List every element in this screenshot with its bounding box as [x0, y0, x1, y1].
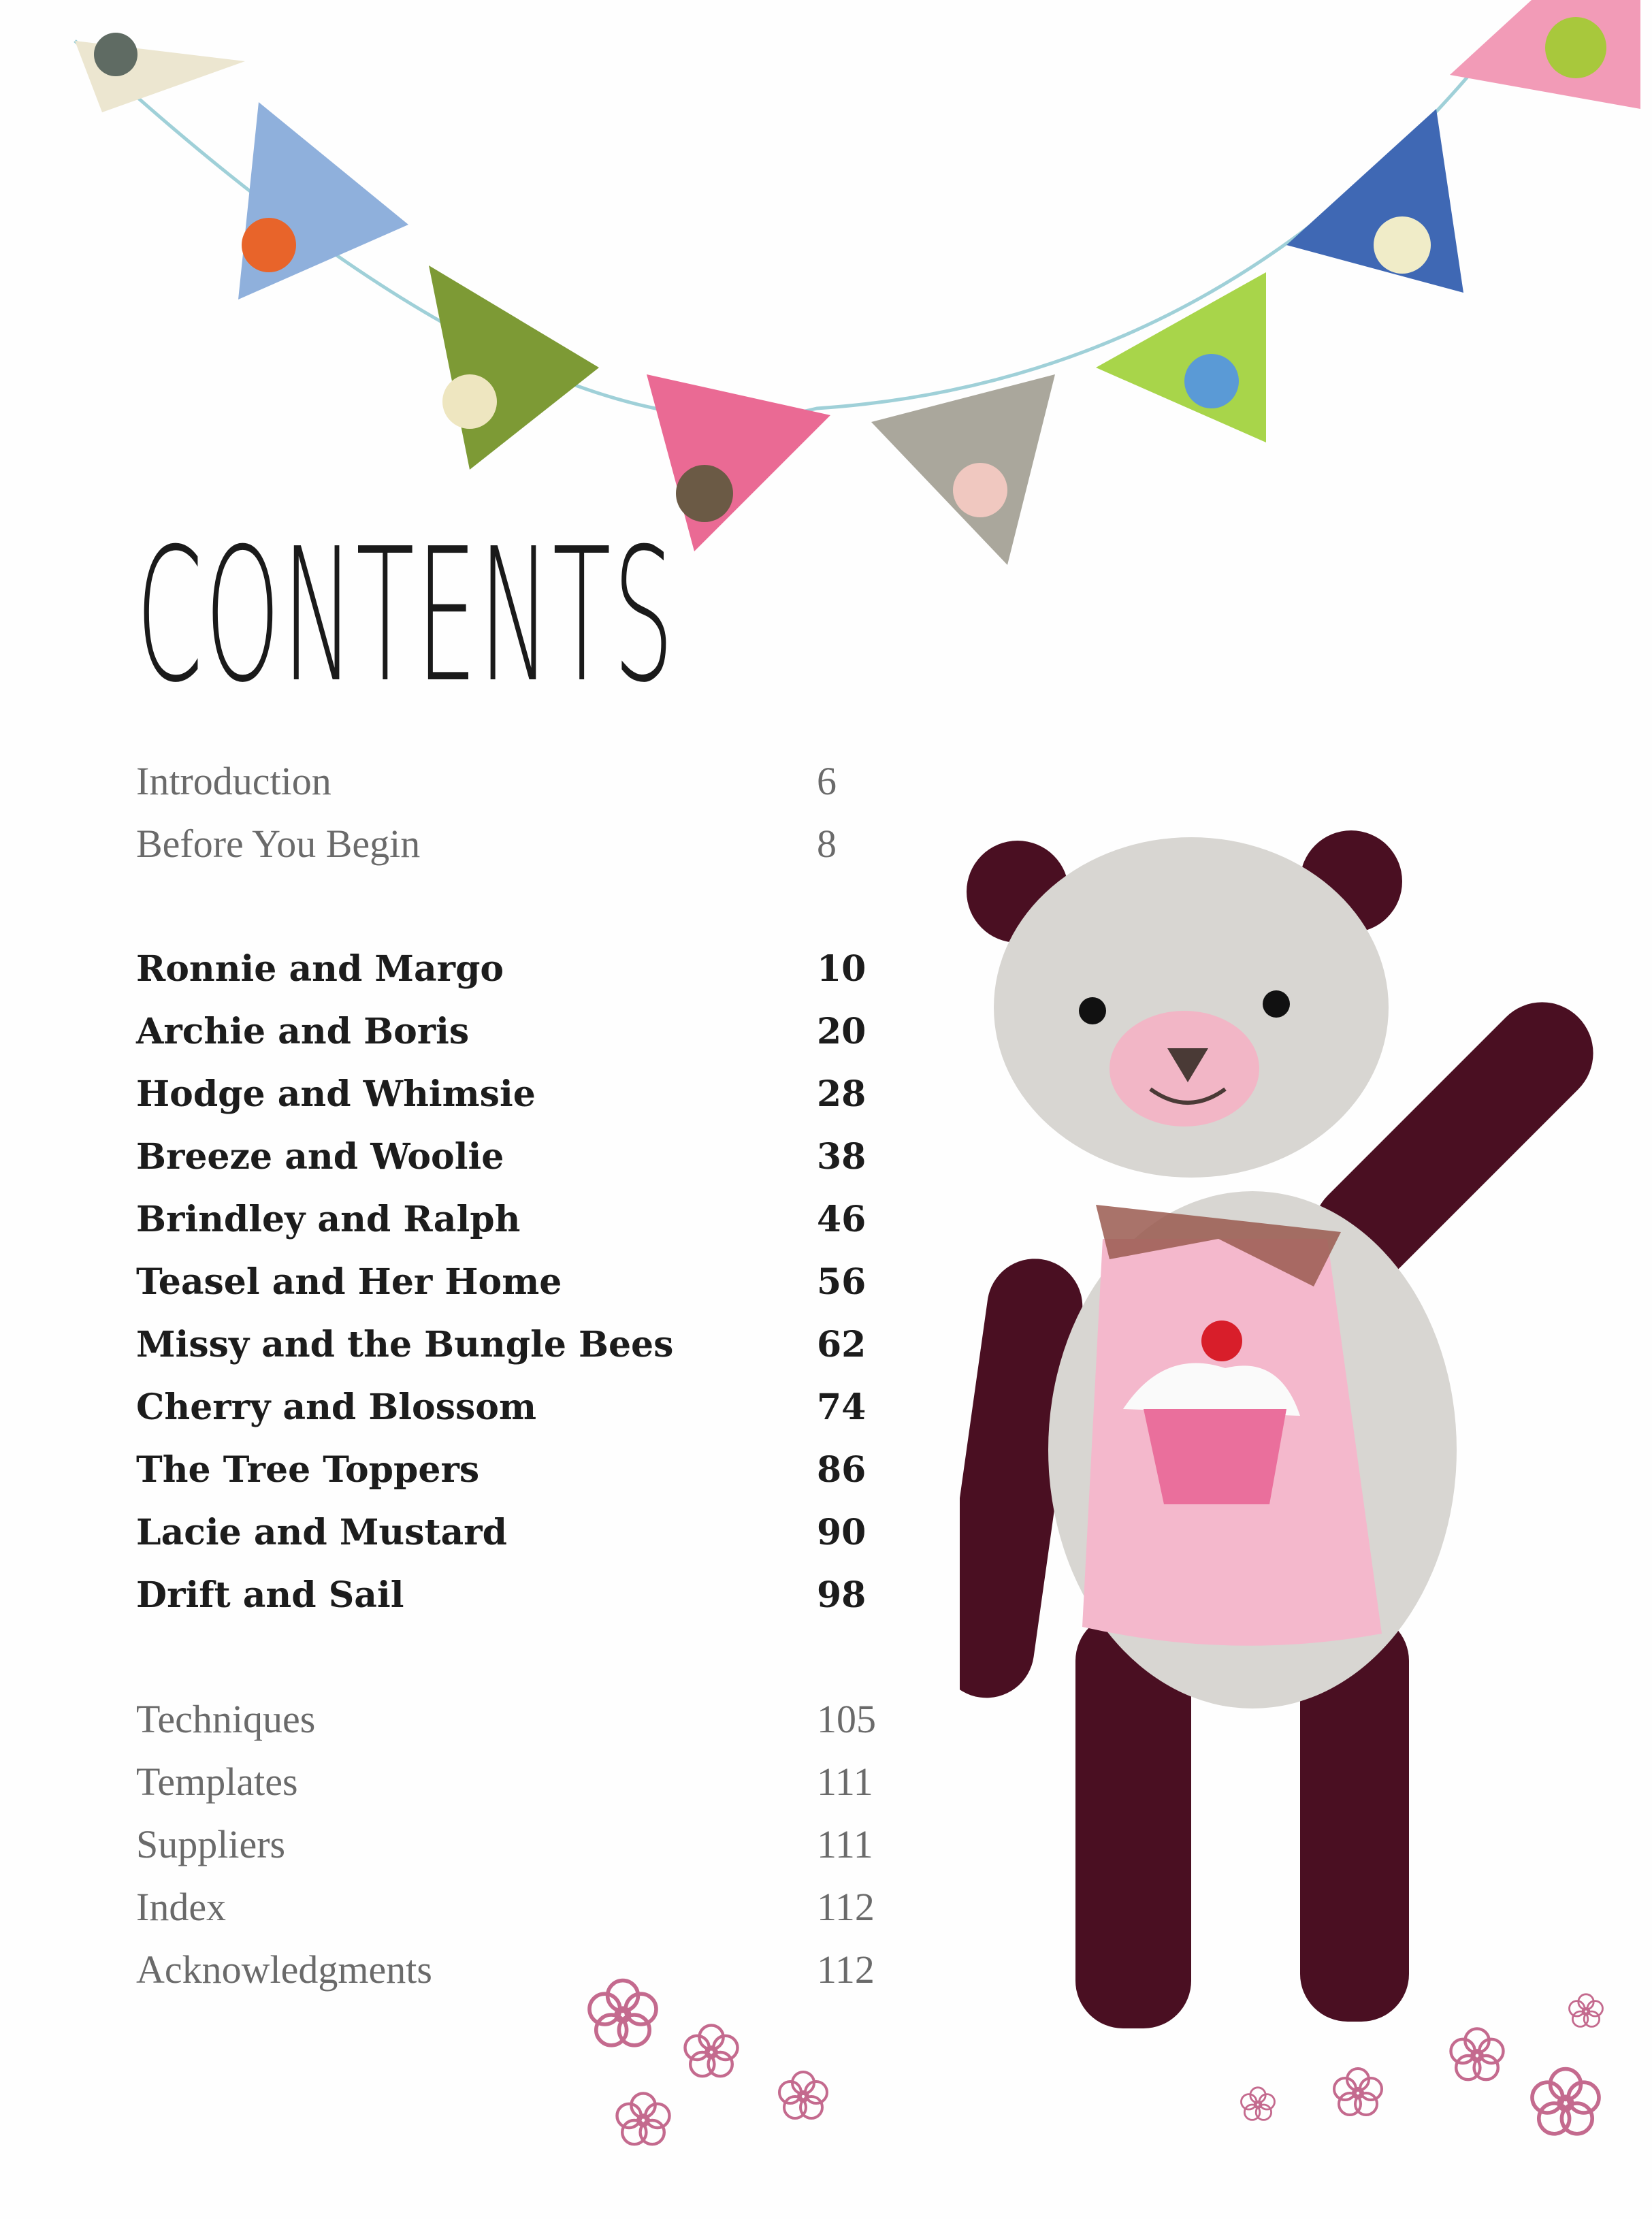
toc-page: 111 [817, 1760, 873, 1804]
toc-page: 46 [817, 1199, 867, 1240]
toc-page: 8 [817, 822, 837, 866]
toc-page: 112 [817, 1947, 875, 1992]
toc-page: 56 [817, 1261, 867, 1303]
toc-label: Missy and the Bungle Bees [136, 1324, 674, 1365]
page-title: CONTENTS [136, 508, 676, 723]
toc-page: 90 [817, 1512, 867, 1553]
flower-icon [1242, 2088, 1275, 2120]
toc-entry[interactable] [136, 1443, 898, 1497]
toc-label: Before You Begin [136, 822, 421, 866]
toc-page: 112 [817, 1885, 875, 1929]
toc-page: 105 [817, 1697, 876, 1741]
toc-page: 62 [817, 1324, 867, 1365]
toc-label: Lacie and Mustard [136, 1512, 507, 1553]
toc-page: 10 [817, 948, 867, 990]
toc-label: Techniques [136, 1697, 316, 1741]
toc-label: Breeze and Woolie [136, 1136, 504, 1178]
toc-label: Archie and Boris [136, 1011, 470, 1052]
toc-entry[interactable] [136, 942, 898, 997]
toc-page: 86 [817, 1449, 867, 1491]
toc-label: Index [136, 1885, 227, 1929]
toc-label: Ronnie and Margo [136, 948, 504, 990]
flower-icon [589, 1981, 656, 2045]
toc-entry[interactable] [136, 817, 898, 871]
flower-icon [1532, 2069, 1599, 2134]
toc-entry[interactable] [136, 1130, 898, 1184]
pennant-grey [871, 374, 1055, 565]
toc-entry[interactable] [136, 1255, 898, 1310]
toc-page: 111 [817, 1822, 873, 1866]
flower-icon [779, 2072, 827, 2118]
toc-label: Drift and Sail [136, 1574, 404, 1616]
toc-label: Hodge and Whimsie [136, 1073, 536, 1115]
toc-entry[interactable] [136, 1880, 898, 1934]
toc-label: Teasel and Her Home [136, 1261, 562, 1303]
flower-decorations [0, 1947, 1652, 2219]
pennant-blue [238, 102, 408, 299]
toc-entry[interactable] [136, 1193, 898, 1247]
pennant-green [429, 265, 599, 470]
toc-label: Brindley and Ralph [136, 1199, 521, 1240]
toc-entry[interactable] [136, 754, 898, 809]
toc-label: Acknowledgments [136, 1947, 432, 1992]
toc-entry[interactable] [136, 1755, 898, 1809]
crochet-bear-illustration [960, 824, 1640, 2062]
toc-entry[interactable] [136, 1067, 898, 1122]
pennant-light-pink [1450, 0, 1640, 109]
toc-page: 28 [817, 1073, 867, 1115]
pennant-cream [75, 33, 245, 112]
toc-entry[interactable] [136, 1568, 898, 1623]
toc-label: Suppliers [136, 1822, 286, 1866]
toc-label: Introduction [136, 759, 331, 803]
bunting-illustration [0, 0, 1652, 579]
toc-page: 74 [817, 1387, 867, 1428]
flower-icon [1451, 2028, 1504, 2079]
toc-page: 98 [817, 1574, 867, 1616]
toc-label: The Tree Toppers [136, 1449, 480, 1491]
toc-entry[interactable] [136, 1005, 898, 1059]
toc-label: Templates [136, 1760, 298, 1804]
toc-entry[interactable] [136, 1380, 898, 1435]
pennant-lime [1096, 272, 1266, 442]
toc-entry[interactable] [136, 1817, 898, 1872]
toc-entry[interactable] [136, 1318, 898, 1372]
flower-icon [617, 2093, 670, 2144]
toc-page: 6 [817, 759, 837, 803]
toc-entry[interactable] [136, 1692, 898, 1747]
flower-icon [1570, 1994, 1603, 2027]
toc-page: 20 [817, 1011, 867, 1052]
toc-entry[interactable] [136, 1506, 898, 1560]
flower-icon [1334, 2069, 1382, 2115]
toc-label: Cherry and Blossom [136, 1387, 536, 1428]
pennant-navy [1286, 109, 1463, 293]
toc-page: 38 [817, 1136, 867, 1178]
flower-icon [685, 2025, 738, 2076]
